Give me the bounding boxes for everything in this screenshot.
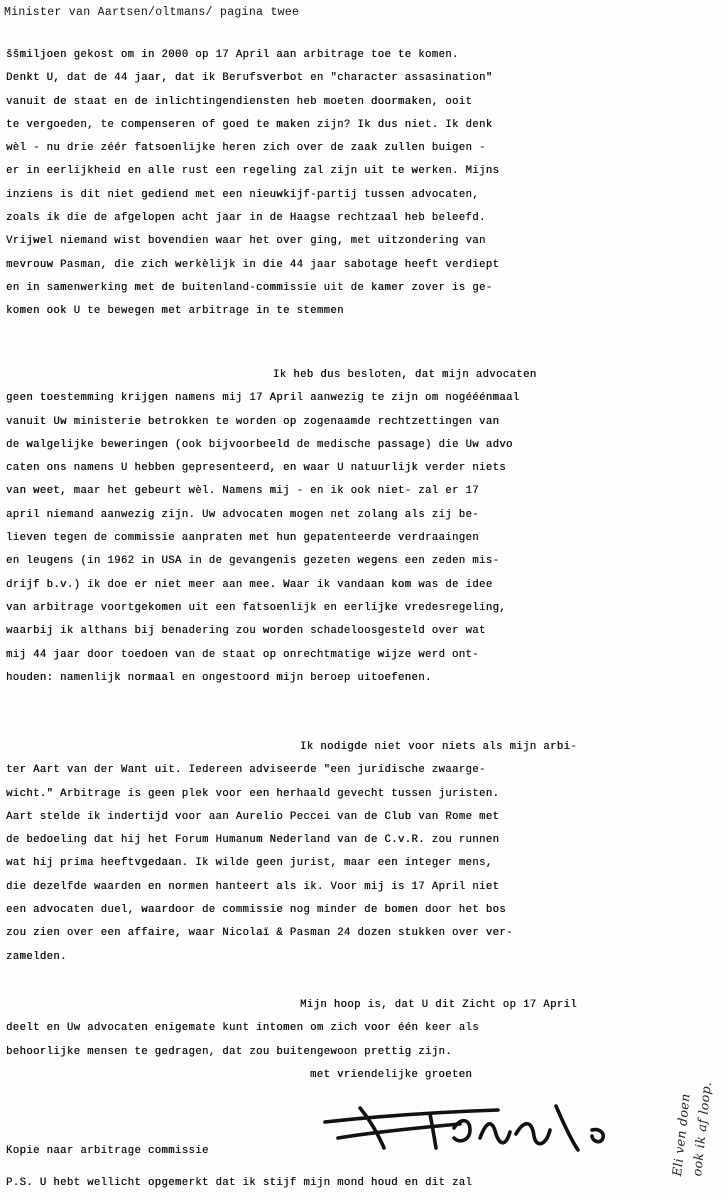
paragraph-2: [6, 364, 722, 690]
text-line: Mijn hoop is, dat U dit Zicht op 17 April: [300, 999, 578, 1011]
page-header: Minister van Aartsen/oltmans/ pagina twee: [4, 6, 300, 19]
text-line: caten ons namens U hebben gepresenteerd, en waar U natuurlijk verder niets: [6, 462, 507, 475]
text-line: ter Aart van der Want uit. Iedereen adviseerde "een juridische zwaarge-: [6, 764, 486, 777]
text-line: vanuit Uw ministerie betrokken te worden op zogenaamde rechtzettingen van: [6, 415, 500, 428]
text-line: en in samenwerking met de buitenland-commissie uit de kamer zover is ge-: [6, 281, 493, 294]
text-line: die dezelfde waarden en normen hanteert als ik. Voor mij is 17 April niet: [6, 880, 500, 893]
paragraph-3: [6, 736, 722, 969]
text-line: deelt en Uw advocaten enigemate kunt intomen om zich voor één keer als: [6, 1022, 480, 1035]
text-line: Aart stelde ik indertijd voor aan Aurelio Peccei van de Club van Rome met: [6, 810, 500, 823]
margin-note-line: Eli ven doen: [669, 1092, 693, 1177]
text-line: behoorlijke mensen te gedragen, dat zou buitengewoon prettig zijn.: [6, 1045, 452, 1058]
text-line: ššmiljoen gekost om in 2000 op 17 April aan arbitrage toe te komen.: [6, 49, 459, 61]
closing: [6, 1064, 722, 1087]
copy-line: Kopie naar arbitrage commissie: [6, 1145, 209, 1157]
text-line: komen ook U te bewegen met arbitrage in te stemmen: [6, 305, 344, 318]
text-line: vanuit de staat en de inlichtingendiensten heb moeten doormaken, ooit: [6, 95, 473, 108]
text-line: een advocaten duel, waardoor de commissie nog minder de bomen door het bos: [6, 904, 507, 917]
signature-icon: [320, 1098, 640, 1156]
text-line: er in eerlijkheid en alle rust een regeling zal zijn uit te werken. Mijns: [6, 165, 500, 178]
text-line: april niemand aanwezig zijn. Uw advocaten mogen net zolang als zij be-: [6, 508, 480, 521]
paragraph-4: [6, 994, 722, 1064]
text-line: geen toestemming krijgen namens mij 17 April aanwezig te zijn om nogééénmaal: [6, 392, 520, 405]
text-line: houden: namenlijk normaal en ongestoord mijn beroep uitoefenen.: [6, 671, 432, 684]
text-line: van arbitrage voortgekomen uit een fatsoenlijk en eerlijke vredesregeling,: [6, 601, 507, 614]
text-line: wèl - nu drie zéér fatsoenlijke heren zich over de zaak zullen buigen -: [6, 142, 486, 155]
text-line: drijf b.v.) ik doe er niet meer aan mee. Waar ik vandaan kom was de idee: [6, 578, 493, 591]
text-line: de walgelijke beweringen (ook bijvoorbeeld de medische passage) die Uw advo: [6, 438, 513, 451]
text-line: en leugens (in 1962 in USA in de gevangenis gezeten wegens een zeden mis-: [6, 555, 500, 568]
text-line: zou zien over een affaire, waar Nicolaï & Pasman 24 dozen stukken over ver-: [6, 927, 513, 940]
paragraph-1: [6, 44, 722, 324]
text-line: de bedoeling dat hij het Forum Humanum Nederland van de C.v.R. zou runnen: [6, 834, 500, 847]
text-line: zoals ik die de afgelopen acht jaar in de Haagse rechtzaal heb beleefd.: [6, 212, 486, 225]
text-line: mij 44 jaar door toedoen van de staat op onrechtmatige wijze werd ont-: [6, 648, 480, 661]
text-line: te vergoeden, te compenseren of goed te maken zijn? Ik dus niet. Ik denk: [6, 118, 493, 131]
handwritten-margin-note: [662, 1050, 726, 1180]
text-line: Ik nodigde niet voor niets als mijn arbi-: [300, 741, 578, 753]
postscript-line: P.S. U hebt wellicht opgemerkt dat ik stijf mijn mond houd en dit zal: [6, 1177, 473, 1189]
text-line: van weet, maar het gebeurt wèl. Namens mij - en ik ook niet- zal er 17: [6, 485, 480, 498]
text-line: lieven tegen de commissie aanpraten met hun gepatenteerde verdraaingen: [6, 532, 480, 545]
text-line: mevrouw Pasman, die zich werkèlijk in die 44 jaar sabotage heeft verdiept: [6, 258, 500, 271]
text-line: waarbij ik althans bij benadering zou worden schadeloosgesteld over wat: [6, 625, 486, 638]
text-line: Ik heb dus besloten, dat mijn advocaten: [273, 369, 537, 381]
text-line: zamelden.: [6, 950, 67, 963]
text-line: wat hij prima heeftvgedaan. Ik wilde geen jurist, maar een integer mens,: [6, 857, 493, 870]
text-line: Denkt U, dat de 44 jaar, dat ik Berufsverbot en "character assasination": [6, 72, 493, 85]
text-line: wicht." Arbitrage is geen plek voor een herhaald gevecht tussen juristen.: [6, 787, 500, 800]
closing-text: met vriendelijke groeten: [310, 1069, 473, 1081]
text-line: Vrijwel niemand wist bovendien waar het over ging, met uitzondering van: [6, 235, 486, 248]
text-line: inziens is dit niet gediend met een nieuwkijf-partij tussen advocaten,: [6, 188, 480, 201]
margin-note-line: ook ik af loop.: [689, 1080, 714, 1177]
